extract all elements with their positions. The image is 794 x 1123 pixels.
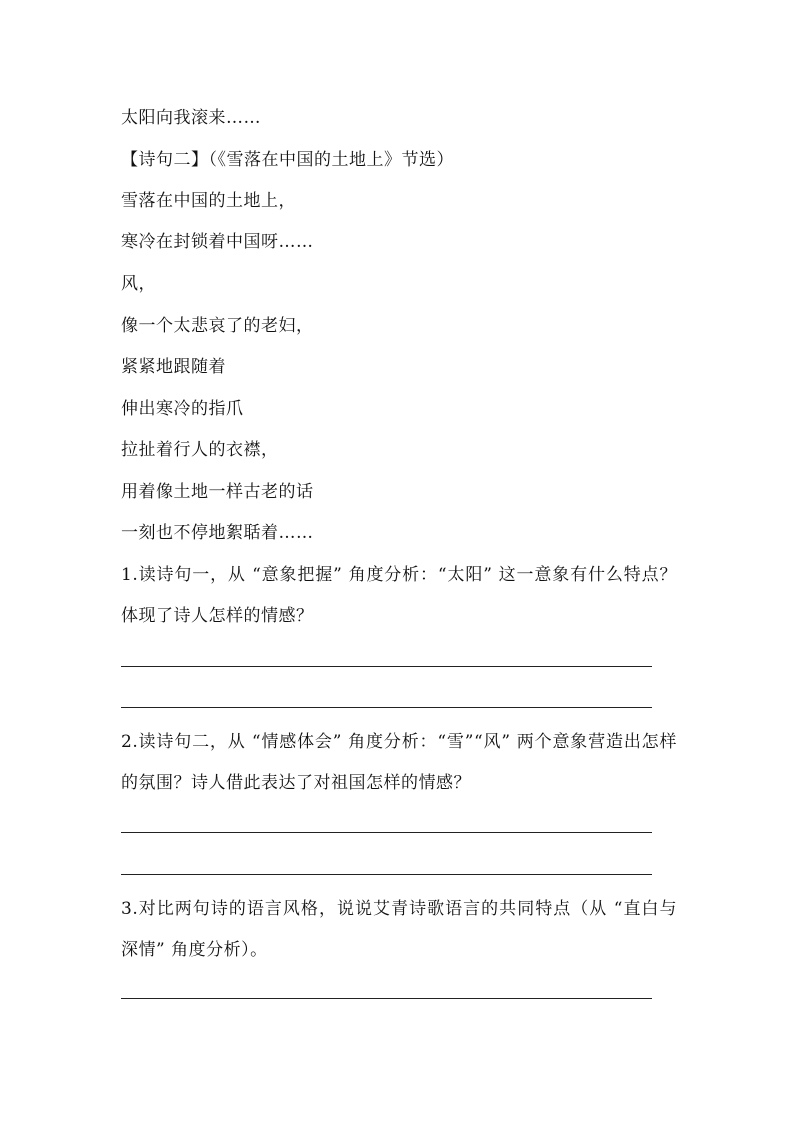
- poem-line: 寒冷在封锁着中国呀……: [121, 232, 314, 252]
- poem-line: 伸出寒冷的指爪: [121, 399, 244, 419]
- poem-line: 用着像土地一样古老的话: [121, 482, 314, 502]
- question-3: 3.对比两句诗的语言风格，说说艾青诗歌语言的共同特点（从 “直白与深情” 角度分析）。: [121, 899, 677, 960]
- answer-line[interactable]: [121, 832, 652, 833]
- section-heading: 【诗句二】（《雪落在中国的土地上》节选）: [121, 150, 454, 170]
- poem-line: 紧紧地跟随着: [121, 357, 226, 377]
- question-2: 2.读诗句二，从 “情感体会” 角度分析：“雪”“风” 两个意象营造出怎样的氛围？诗人借此表达了对祖国怎样的情感？: [121, 732, 677, 793]
- answer-line[interactable]: [121, 707, 652, 708]
- answer-line[interactable]: [121, 874, 652, 875]
- poem-line: 雪落在中国的土地上，: [121, 191, 296, 211]
- poem-line: 太阳向我滚来……: [121, 108, 261, 128]
- question-1: 1.读诗句一，从 “意象把握” 角度分析：“太阳” 这一意象有什么特点？体现了诗人怎样的情感？: [121, 565, 677, 626]
- poem-line: 像一个太悲哀了的老妇，: [121, 316, 314, 336]
- poem-line: 风，: [121, 274, 156, 294]
- poem-line: 一刻也不停地絮聒着……: [121, 523, 314, 543]
- answer-line[interactable]: [121, 666, 652, 667]
- answer-line[interactable]: [121, 998, 652, 999]
- poem-line: 拉扯着行人的衣襟，: [121, 440, 279, 460]
